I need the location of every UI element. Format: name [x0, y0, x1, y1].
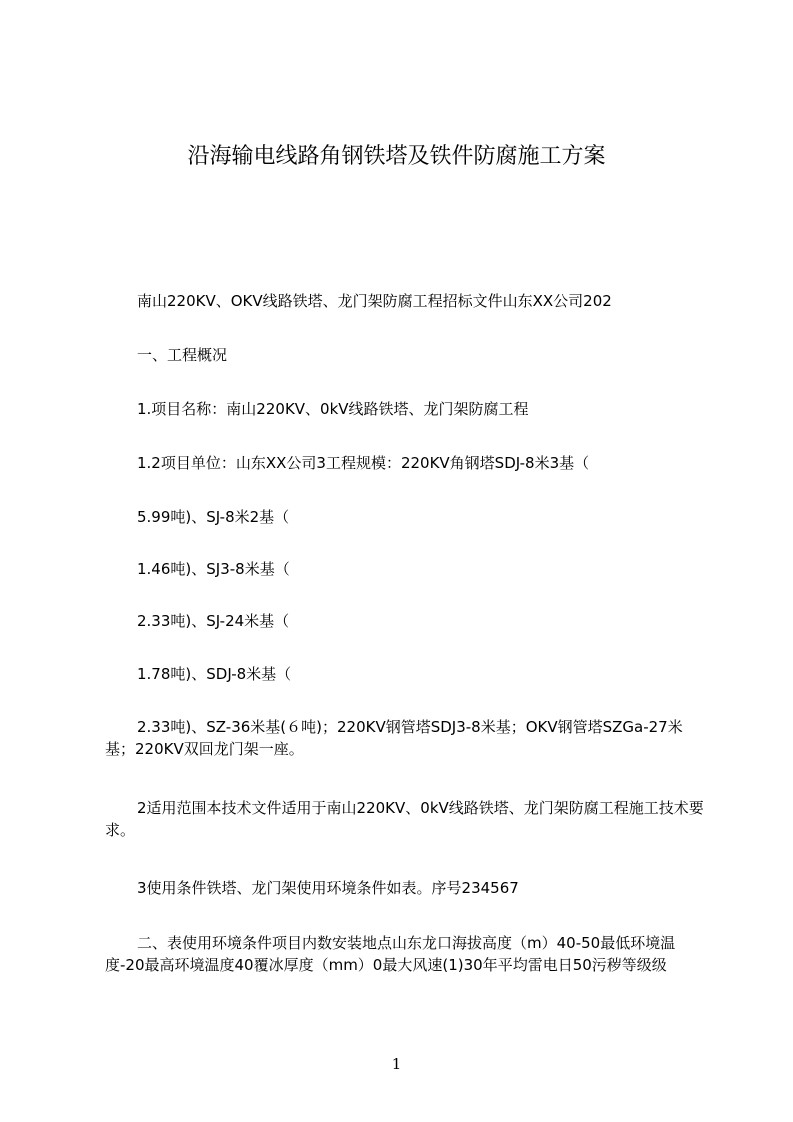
heading-project-overview: 一、工程概况 [137, 346, 228, 364]
paragraph-tower-line-4: 1.78吨)、SDJ-8米基（ [137, 665, 292, 683]
document-title: 沿海输电线路角钢铁塔及铁件防腐施工方案 [187, 144, 606, 169]
paragraph-scope: 2适用范围本技术文件适用于南山220KV、0kV线路铁塔、龙门架防腐工程施工技术要求。 [105, 799, 704, 839]
paragraph-tower-line-2: 1.46吨)、SJ3-8米基（ [137, 560, 290, 578]
paragraph-project-name: 1.项目名称：南山220KV、0kV线路铁塔、龙门架防腐工程 [137, 400, 529, 418]
paragraph-conditions: 3使用条件铁塔、龙门架使用环境条件如表。序号234567 [137, 879, 519, 897]
page-number: 1 [391, 1055, 402, 1073]
paragraph-tower-line-5: 2.33吨)、SZ-36米基(６吨)；220KV钢管塔SDJ3-8米基；OKV钢管塔SZGa-27米基；220KV双回龙门架一座。 [105, 718, 683, 758]
paragraph-project-unit: 1.2项目单位：山东XX公司3工程规模：220KV角钢塔SDJ-8米3基（ [137, 454, 590, 472]
paragraph-environment-table: 二、表使用环境条件项目内数安装地点山东龙口海拔高度（m）40-50最低环境温度-20最高环境温度40覆冰厚度（mm）0最大风速(1)30年平均雷电日50污秽等级级 [105, 934, 676, 974]
paragraph-tower-line-1: 5.99吨)、SJ-8米2基（ [137, 508, 290, 526]
paragraph-intro: 南山220KV、OKV线路铁塔、龙门架防腐工程招标文件山东XX公司202 [137, 292, 612, 310]
paragraph-tower-line-3: 2.33吨)、SJ-24米基（ [137, 612, 290, 630]
